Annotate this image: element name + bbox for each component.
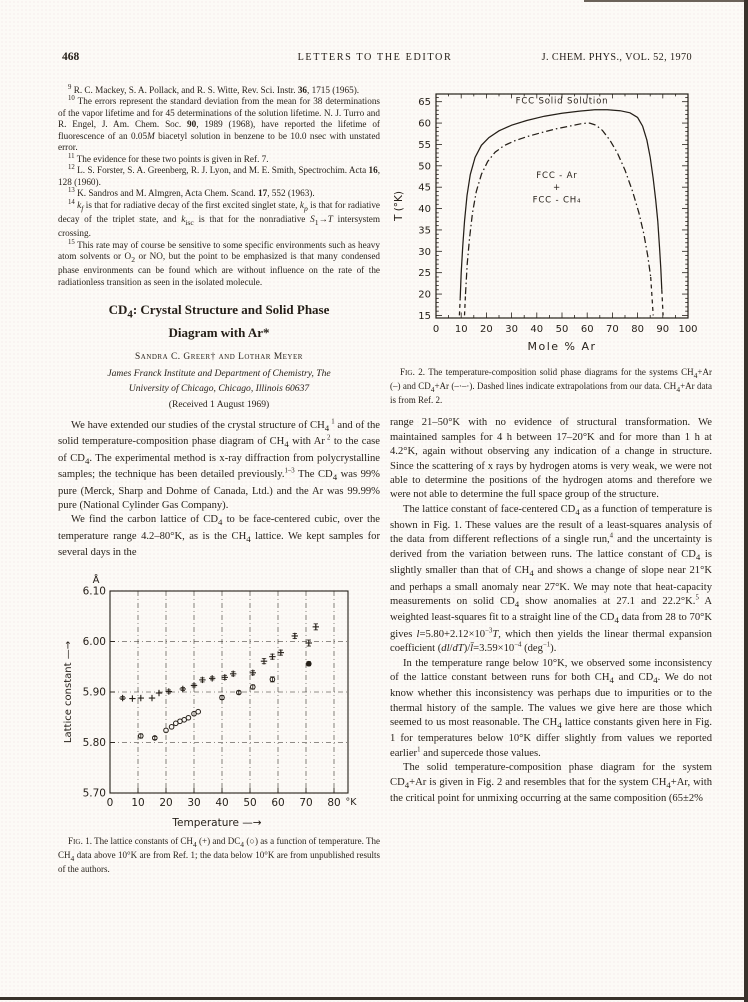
right-column	[390, 76, 712, 806]
figure-1	[58, 565, 380, 833]
fig2-y-tick-label: 40	[418, 204, 431, 216]
fig1-x-unit-label: °K	[345, 796, 357, 808]
article-title: $CD_4$: Crystal Structure and Solid Phase Diagram with Ar*	[108, 302, 330, 341]
reference-text: The evidence for these two points is given in Ref. 7.	[76, 153, 269, 164]
reference-number: 12	[68, 164, 75, 172]
article-authors: Sandra C. Greer† and Lothar Meyer	[135, 351, 303, 362]
fig2-x-tick-label: 90	[656, 324, 670, 335]
figure-2	[390, 80, 712, 364]
reference-item	[58, 85, 380, 96]
received-date: (Received 1 August 1969)	[168, 398, 270, 410]
fig1-x-tick-label: 60	[271, 796, 285, 809]
reference-item	[58, 154, 380, 165]
fig2-x-tick-label: 80	[631, 324, 644, 335]
fig1-x-tick-label: 70	[299, 796, 313, 809]
scan-edge-right	[744, 0, 748, 1002]
left-column	[58, 85, 380, 875]
paragraph: The lattice constant of face-centered $CD_4$ as a function of temperature is shown in Fig. 1. These values are the result of a least-squares analysis of the data from different reflections of a single run,$^4$ and the uncertainty is derived from the variation between runs. The lattice constant of $CD_4$ is slightly smaller than that of $CH_4$ and shows a change of slope near 21°K and perhaps a small anomaly near 27°K. We may note that heat-capacity measurements on solid $CD_4$ show anomalies at 27.1 and 22.2°K.$^5$ A weighted least-squares fit to a straight line of the $CD_4$ data from 28 to 70°K gives $l=5.80+2.12\times 10^{-3}T$, which then yields the linear thermal expansion coefficient $(dl/dT)/l̄=3.59\times 10^{-4}$ (deg$^{-1}$).	[390, 503, 713, 655]
reference-text: L. S. Forster, S. A. Greenberg, R. J. Lyon, and M. E. Smith, Spectrochim. Acta 16, 128 (1960).	[58, 165, 381, 187]
fig2-region-label-2: +	[552, 182, 561, 193]
fig1-plot-frame	[110, 591, 348, 793]
fig1-y-tick-label: 6.10	[82, 585, 106, 598]
fig1-x-tick-label: 0	[106, 796, 114, 809]
fig2-x-axis-label: Mole % Ar	[527, 340, 597, 353]
fig2-region-label-0: FCC Solid Solution	[515, 96, 609, 107]
page-header	[58, 51, 692, 67]
fig2-y-tick-label: 35	[418, 225, 431, 237]
paragraph: We have extended our studies of the crystal structure of $CH_4$ $^1$ and of the solid temperature-composition phase diagram of $CH_4$ with Ar $^2$ to the case of $CD_4$. The experimental method is x-ray diffraction from polycrystalline samples; the technique has been detailed previously.$^{1-3}$ The $CD_4$ was 99% pure (Merck, Sharp and Dohme of Canada, Ltd.) and the Ar was 99.99% pure (National Cylinder Gas Company).	[58, 418, 380, 511]
reference-number: 11	[68, 152, 75, 160]
fig2-y-axis-label: T (°K)	[393, 190, 405, 222]
fig2-x-tick-label: 30	[505, 324, 518, 335]
article-affiliation: James Franck Institute and Department of Chemistry, The University of Chicago, Chicago, Illinois 60637	[107, 367, 331, 394]
reference-text: $k_f$ is that for radiative decay of the first excited singlet state, $k_p$ is that for radiative decay of the triplet state, and $k_{isc}$ is that for the nonradiative $S_1\to T$ intersystem crossing.	[58, 199, 381, 239]
fig2-y-tick-label: 50	[418, 161, 431, 173]
fig2-region-label-1: FCC - Ar	[536, 170, 578, 181]
body-text-right	[390, 416, 712, 806]
journal-citation: J. CHEM. PHYS., VOL. 52, 1970	[541, 52, 692, 63]
reference-text: K. Sandros and M. Almgren, Acta Chem. Scand. 17, 552 (1963).	[77, 188, 315, 199]
fig2-x-tick-label: 100	[678, 324, 698, 335]
fig1-x-tick-label: 50	[243, 796, 257, 809]
paragraph: In the temperature range below 10°K, we observed some inconsistency of the lattice constant between runs for both $CH_4$ and $CD_4$. We do not know whether this inconsistency was perhaps due to impurities or to the thermal history of the sample. The values we give here are those which seemed to us most reasonable. The $CH_4$ lattice constants given here in Fig. 1 for temperatures below 10°K differ slightly from values we reported earlier$^1$ and supercede those values.	[390, 657, 713, 759]
body-text-left	[58, 419, 380, 561]
figure-1-caption: FIG. 1. The lattice constants of $CH_4$ (+) and $DC_4$ (○) as a function of temperature. The $CH_4$ data above 10°K are from Ref. 1; the data below 10°K are from unpublished results of the authors.	[58, 835, 380, 874]
fig2-y-tick-label: 55	[418, 139, 431, 151]
fig1-lattice-constant-chart	[58, 565, 380, 833]
fig2-x-tick-label: 70	[606, 324, 619, 335]
paragraph: The solid temperature-composition phase diagram for the system $CD_4+Ar$ is given in Fig. 2 and resembles that for the system $CH_4+Ar$, with the critical point for unmixing occurring at the same composition (65±2%	[390, 762, 712, 804]
page-number: 468	[62, 51, 80, 63]
fig2-x-tick-label: 60	[580, 324, 594, 335]
fig1-y-tick-label: 6.00	[82, 635, 106, 648]
paragraph: range 21–50°K with no evidence of structural transformation. We maintained samples for 4 h between 17–20°K and for more than 1 h at 4.2°K, again without observing any indication of a change in structure. Since the scattering of x rays by hydrogen atoms is very weak, we were not able to determine the positions of the hydrogen atoms and therefore we were not able to determine the full space group of the structure.	[390, 417, 712, 501]
fig1-y-tick-label: 5.90	[82, 686, 106, 699]
reference-number: 9	[68, 83, 72, 91]
reference-item	[58, 165, 380, 188]
references-list	[58, 85, 380, 288]
fig2-y-tick-label: 45	[418, 182, 431, 194]
fig1-x-tick-label: 40	[215, 796, 229, 809]
fig1-y-unit-label: Å	[92, 574, 100, 586]
fig1-y-tick-label: 5.80	[82, 736, 106, 749]
paragraph: We find the carbon lattice of $CD_4$ to be face-centered cubic, over the temperature range 4.2–80°K, as is the $CH_4$ lattice. We kept samples for several days in the	[58, 514, 381, 559]
fig2-y-tick-label: 15	[418, 310, 431, 322]
fig2-region-label-3: FCC - CH₄	[532, 195, 582, 206]
running-title: LETTERS TO THE EDITOR	[297, 52, 453, 63]
scan-edge-top	[584, 0, 744, 2]
scan-edge-bottom	[0, 997, 748, 1000]
fig2-x-tick-label: 40	[530, 324, 544, 335]
fig2-y-tick-label: 30	[418, 246, 431, 258]
fig2-phase-diagram-chart	[390, 80, 712, 364]
fig2-curve-ch4-ar	[459, 110, 663, 316]
fig1-series-DC4	[139, 661, 312, 740]
reference-number: 13	[68, 187, 75, 195]
fig2-y-tick-label: 20	[418, 289, 431, 301]
fig2-y-tick-label: 25	[418, 268, 431, 280]
fig1-y-axis-label: Lattice constant —→	[63, 640, 74, 743]
reference-text: This rate may of course be sensitive to some specific environments such as heavy atom solvents or $O_2$ or NO, but the point to be emphasized is that many condensed phase environments can be found which are without influence on the rate of the radiationless transition as seen in the isolated molecule.	[58, 239, 380, 287]
fig2-x-tick-label: 0	[432, 324, 440, 335]
reference-item	[58, 200, 380, 240]
fig2-x-tick-label: 50	[555, 324, 569, 335]
fig2-x-tick-label: 20	[480, 324, 493, 335]
figure-2-caption: FIG. 2. The temperature-composition solid phase diagrams for the systems $CH_4+Ar$ (–) and $CD_4+Ar$ (–·–·). Dashed lines indicate extrapolations from our data. $CH_4+Ar$ data is from Ref. 2.	[390, 367, 712, 406]
fig2-x-tick-label: 10	[454, 324, 468, 335]
reference-text: The errors represent the standard deviation from the mean for 38 determinations of the vapor lifetime and for 45 determinations of the solution lifetime. N. J. Turro and R. Engel, J. Am. Chem. Soc. 90, 1989 (1968), have reported the lifetime of fluorescence of an 0.05M biacetyl solution in benzene to be 10.0 nsec with unstated error.	[58, 96, 380, 153]
fig2-y-tick-label: 65	[418, 97, 431, 109]
reference-item	[58, 188, 380, 199]
reference-text: R. C. Mackey, S. A. Pollack, and R. S. Witte, Rev. Sci. Instr. 36, 1715 (1965).	[73, 85, 360, 95]
reference-item	[58, 96, 380, 153]
fig1-x-tick-label: 20	[159, 796, 173, 809]
fig1-y-tick-label: 5.70	[82, 787, 106, 800]
fig1-x-axis-label: Temperature —→	[172, 816, 262, 829]
fig1-series-CH4	[119, 623, 319, 701]
reference-number: 10	[68, 95, 75, 103]
reference-number: 14	[68, 198, 75, 206]
reference-item	[58, 240, 380, 289]
fig2-curve-cd4-ar	[465, 123, 654, 315]
fig1-x-tick-label: 10	[131, 796, 145, 809]
reference-number: 15	[68, 238, 75, 246]
fig2-y-tick-label: 60	[418, 118, 431, 130]
fig1-x-tick-label: 80	[327, 796, 341, 809]
fig1-x-tick-label: 30	[187, 796, 201, 809]
